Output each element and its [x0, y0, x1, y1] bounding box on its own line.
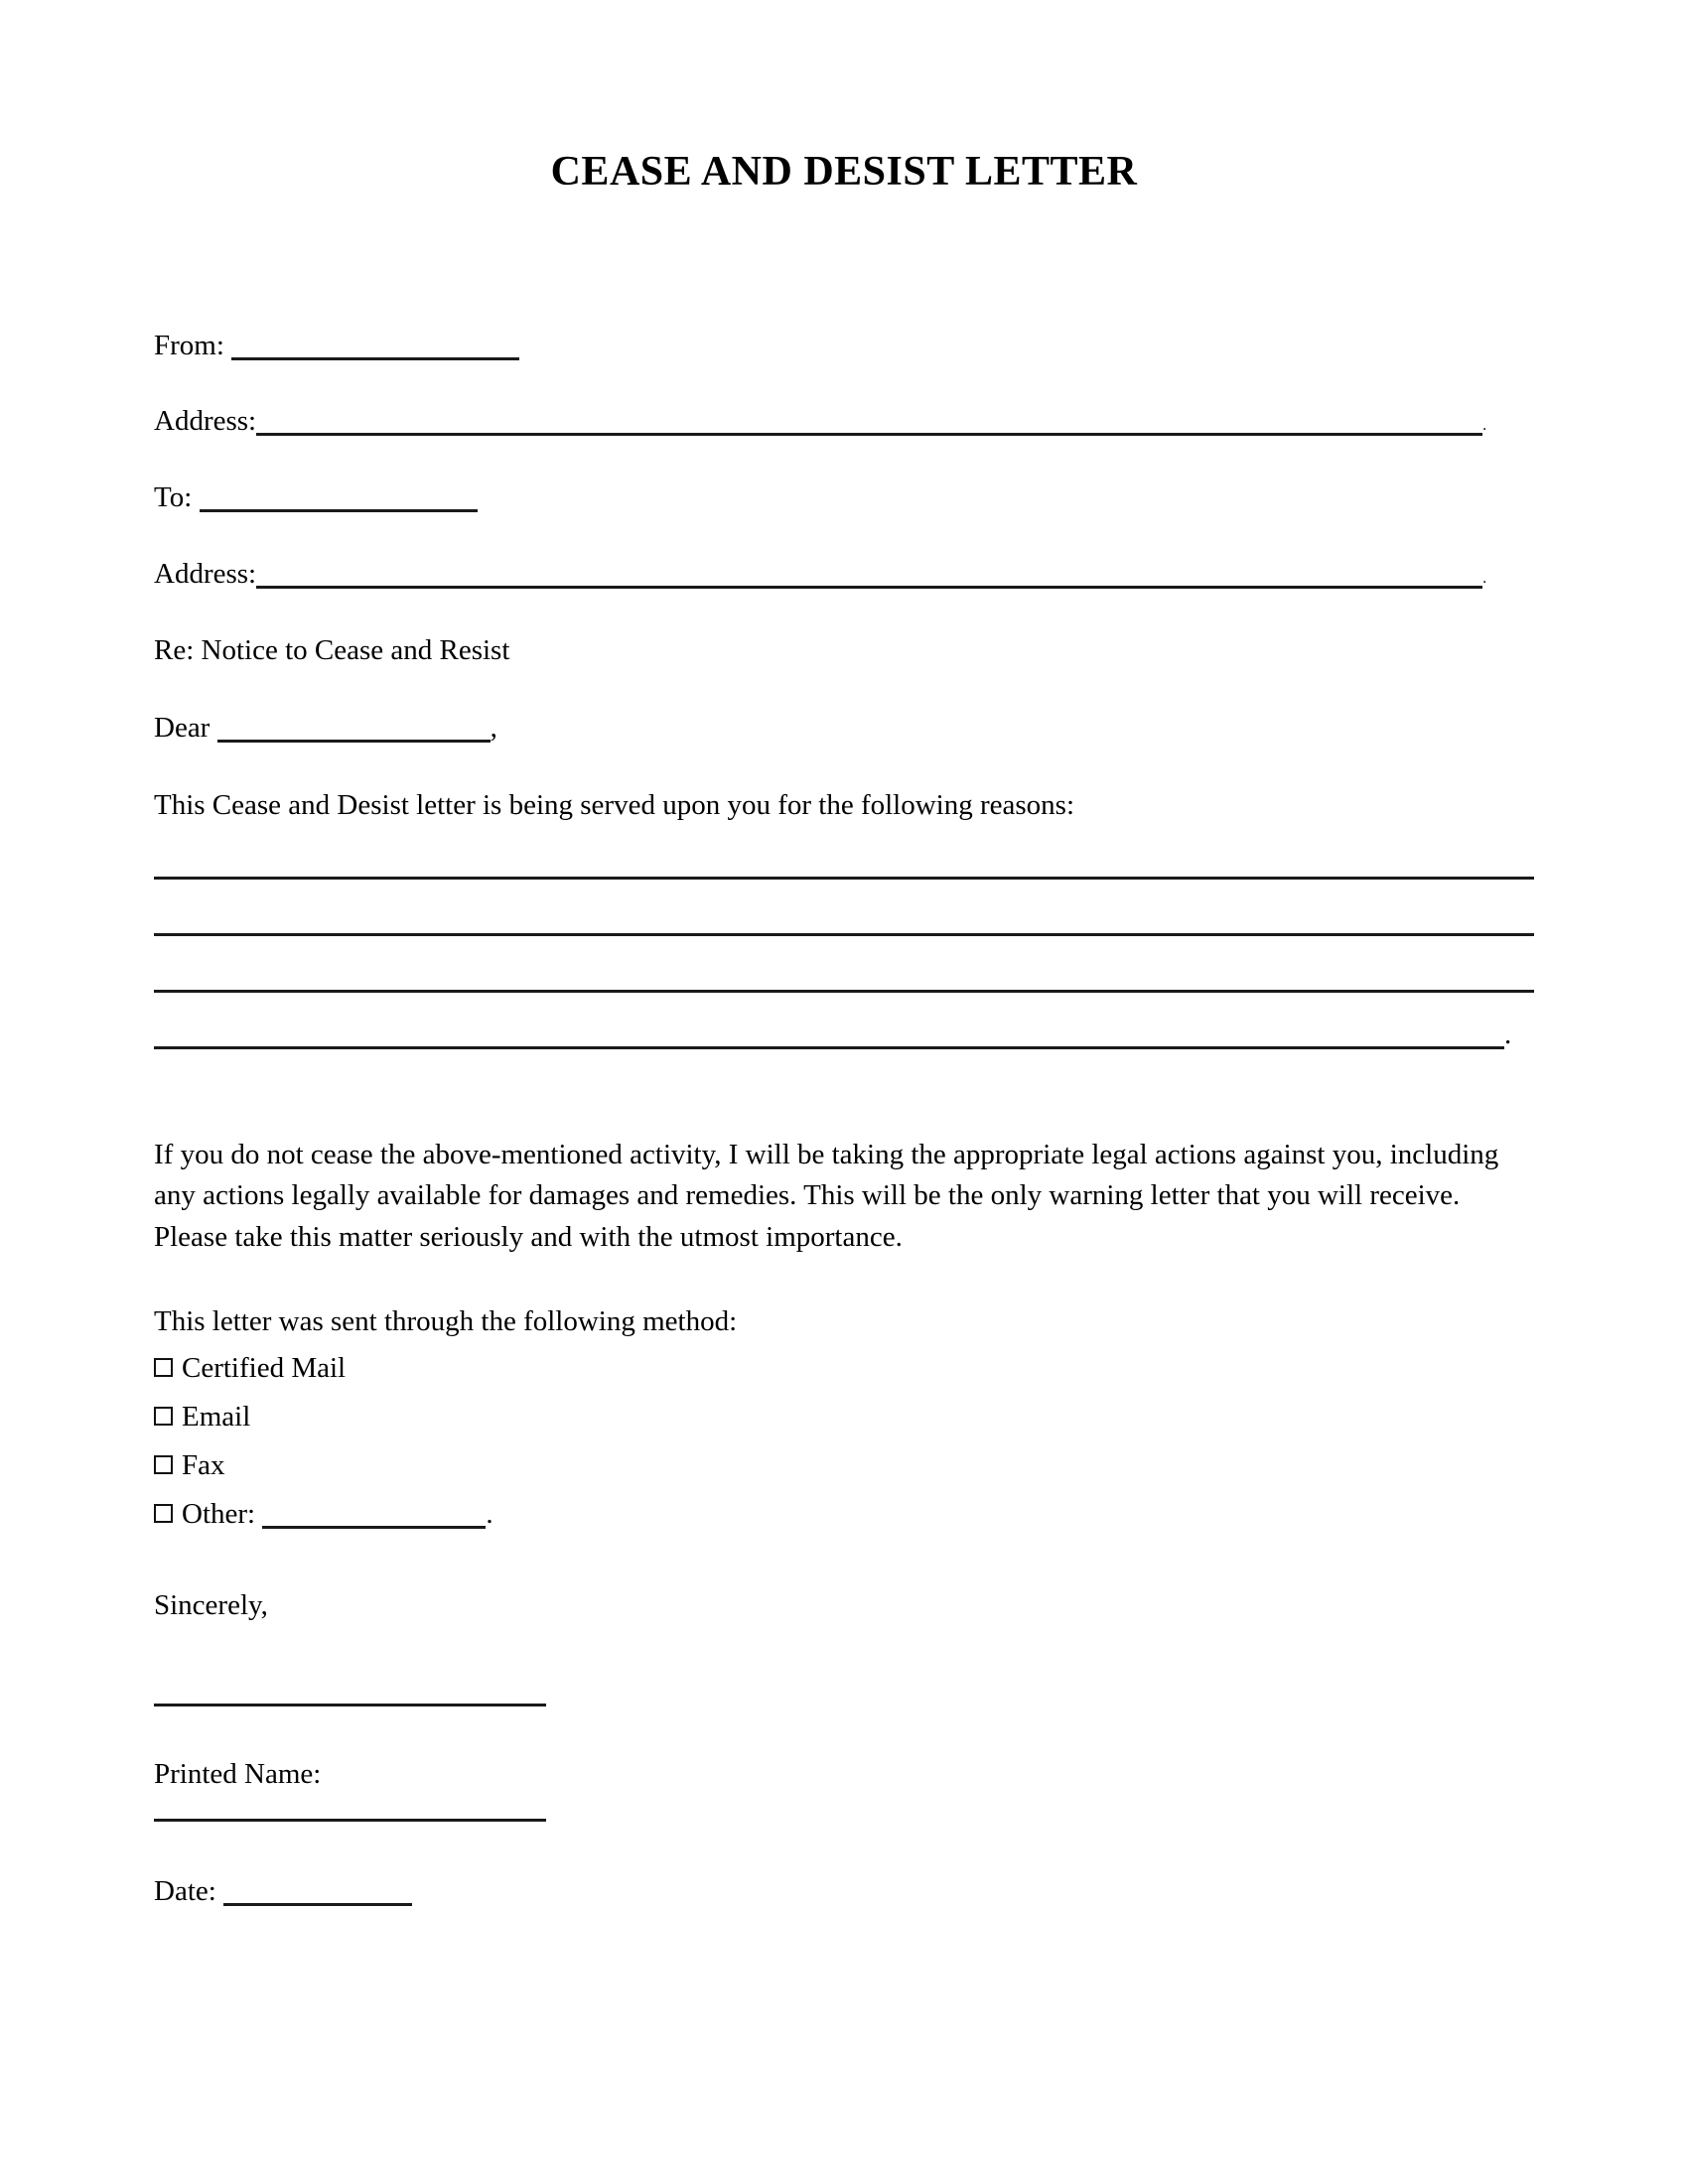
method-option-email[interactable] — [154, 1399, 1539, 1436]
method-option-label: Certified Mail — [182, 1352, 347, 1385]
reasons-input-line-3[interactable] — [154, 970, 1534, 993]
checkbox-icon[interactable] — [154, 1504, 173, 1523]
reasons-line-2 — [154, 907, 1539, 936]
salutation-row — [154, 710, 1539, 746]
spacer-before-closing — [154, 1544, 1539, 1589]
spacer-before-signature — [154, 1622, 1539, 1684]
date-row — [154, 1875, 1539, 1908]
recipient-address-label: Address: — [154, 557, 257, 590]
spacer-before-methods — [154, 1258, 1539, 1303]
method-option-certified-mail[interactable] — [154, 1350, 1539, 1388]
spacer-before-date — [154, 1822, 1539, 1875]
from-input-line[interactable] — [231, 338, 519, 360]
page-title: CEASE AND DESIST LETTER — [550, 149, 1138, 195]
recipient-address-row — [154, 558, 1539, 591]
reasons-line-3 — [154, 964, 1539, 993]
checkbox-icon[interactable] — [154, 1407, 173, 1426]
to-row — [154, 479, 1539, 515]
subject-row: Re: Notice to Cease and Resist — [154, 633, 510, 666]
to-input-line[interactable] — [200, 489, 478, 512]
sender-address-terminator: . — [1482, 417, 1487, 435]
method-heading: This letter was sent through the following method: — [154, 1304, 738, 1337]
method-option-fax[interactable] — [154, 1447, 1539, 1485]
checkbox-icon[interactable] — [154, 1455, 173, 1474]
reasons-line-1 — [154, 851, 1539, 880]
printed-name-label: Printed Name: — [154, 1758, 322, 1791]
other-method-terminator: . — [486, 1497, 493, 1530]
printed-name-input-line[interactable] — [154, 1799, 546, 1822]
checkbox-icon[interactable] — [154, 1358, 173, 1377]
sender-address-input-line[interactable] — [256, 413, 1482, 436]
from-row — [154, 328, 1539, 363]
letter-body — [154, 328, 1539, 1908]
signature-input-line[interactable] — [154, 1684, 546, 1706]
reasons-line-4 — [154, 1021, 1539, 1049]
reasons-intro: This Cease and Desist letter is being served upon you for the following reasons: — [154, 789, 1074, 821]
method-option-label: Email — [182, 1401, 251, 1433]
reasons-input-line-1[interactable] — [154, 857, 1534, 880]
date-label: Date: — [154, 1875, 216, 1908]
closing-text: Sincerely, — [154, 1589, 268, 1622]
method-option-label: Fax — [182, 1448, 225, 1481]
recipient-address-input-line[interactable] — [256, 566, 1482, 589]
method-option-other[interactable] — [154, 1496, 1539, 1534]
reasons-input-line-2[interactable] — [154, 913, 1534, 936]
date-input-line[interactable] — [223, 1883, 412, 1906]
method-option-label: Other: — [182, 1497, 256, 1530]
reasons-input-line-4[interactable] — [154, 1026, 1504, 1049]
salutation-terminator: , — [490, 711, 497, 744]
other-method-input-line[interactable] — [262, 1506, 486, 1529]
from-label: From: — [154, 330, 224, 361]
to-label: To: — [154, 481, 193, 514]
salutation-input-line[interactable] — [217, 720, 491, 743]
spacer-before-warning — [154, 1077, 1539, 1135]
reasons-blank-lines — [154, 851, 1539, 1049]
signature-row — [154, 1684, 1539, 1706]
printed-name-row — [154, 1799, 1539, 1822]
warning-paragraph: If you do not cease the above-mentioned activity, I will be taking the appropriate legal actions against you, including any actions legally available for damages and remedies. This will be the only warning letter that you will receive. Please take this matter seriously and with the utmost importance. — [154, 1139, 1499, 1253]
sender-address-label: Address: — [154, 405, 257, 438]
reasons-terminator: . — [1504, 1019, 1512, 1051]
sender-address-row — [154, 405, 1539, 438]
salutation-label: Dear — [154, 711, 211, 744]
spacer-before-printed-name — [154, 1706, 1539, 1758]
recipient-address-terminator: . — [1482, 569, 1487, 587]
